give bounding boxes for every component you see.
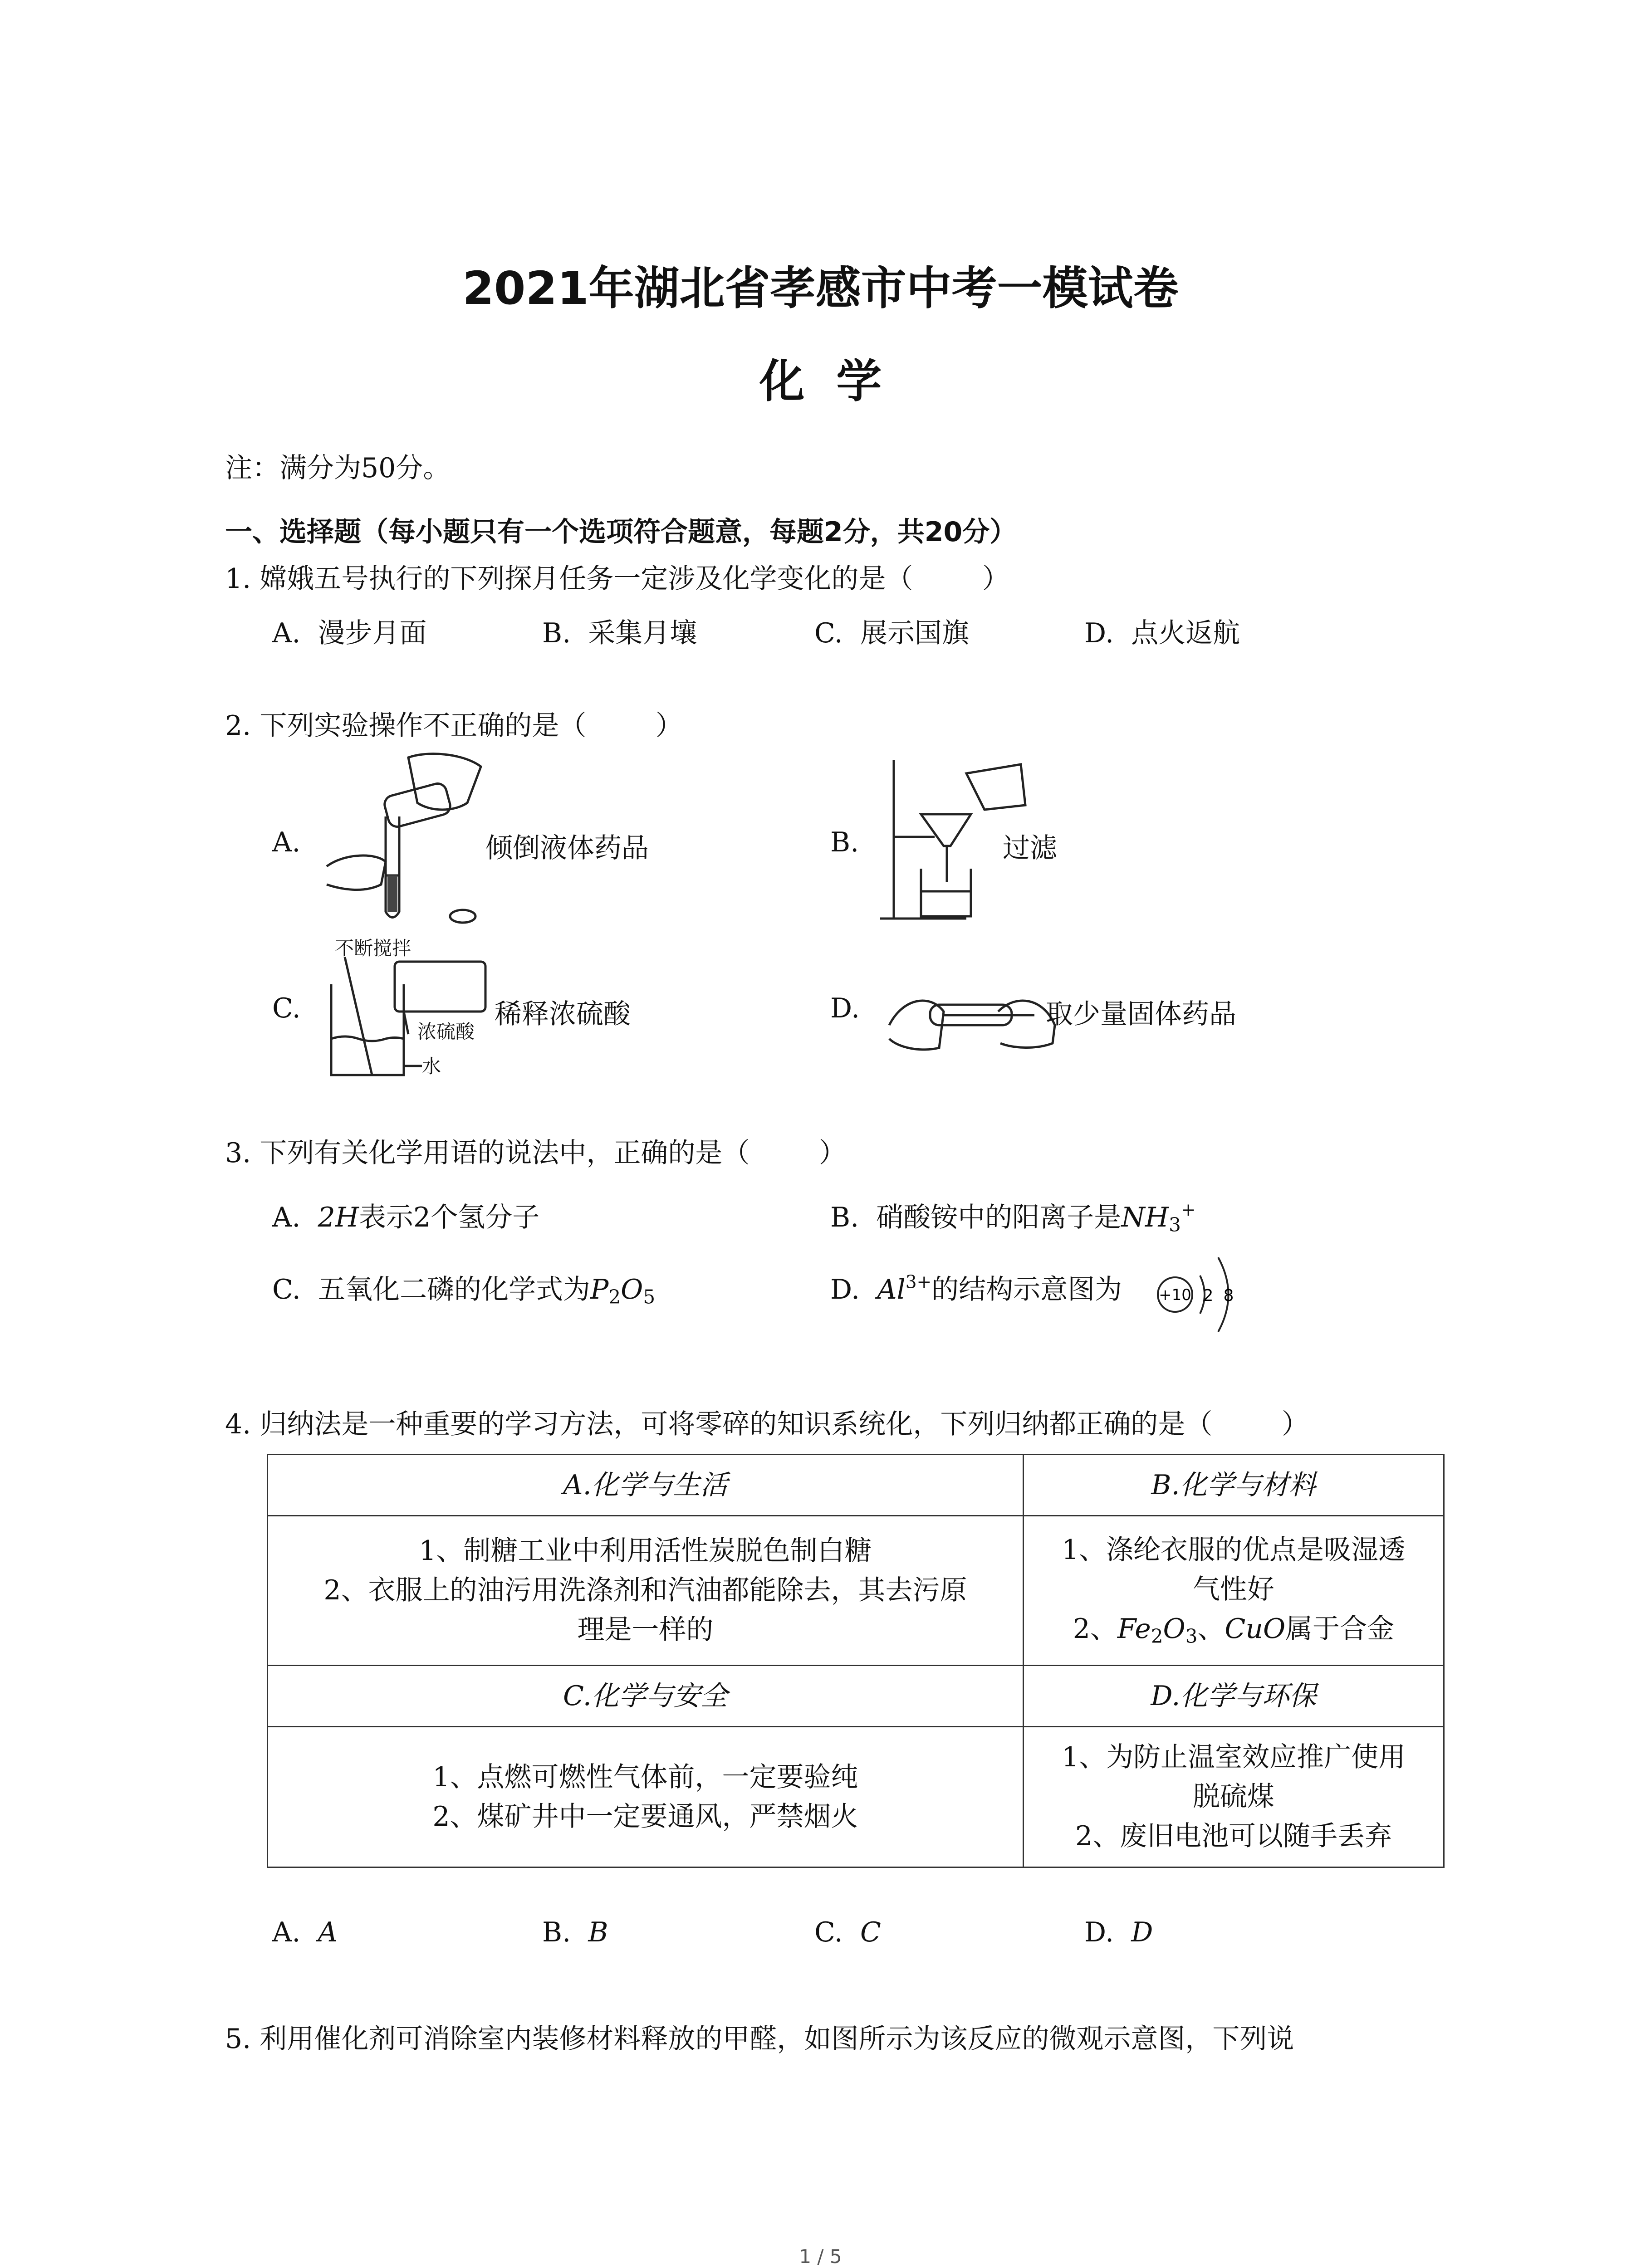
atom-structure-diagram (1155, 1248, 1245, 1344)
q3-option-b (830, 1196, 1196, 1236)
q1-stem: 1. 嫦娥五号执行的下列探月任务一定涉及化学变化的是（ ） (225, 563, 1009, 595)
page-number: 1 / 5 (799, 2245, 842, 2268)
q3-a-text: 表示2个氢分子 (359, 1202, 540, 1233)
solid-sampling-illustration (885, 971, 1057, 1057)
table-head-d (1023, 1666, 1444, 1727)
q2-option-b-label: 过滤 (1003, 832, 1057, 864)
subject-title: 化 学 (759, 355, 882, 408)
q1-option-c: C. 展示国旗 (814, 617, 969, 649)
q3-c-sub2: 5 (643, 1286, 656, 1308)
q4-option-a-value: A (318, 1916, 338, 1948)
q3-c-f2: O (621, 1274, 643, 1305)
table-c-line-2: 2、煤矿井中一定要通风，严禁烟火 (432, 1800, 858, 1833)
table-head-a (268, 1455, 1024, 1516)
table-b-sep: 、 (1197, 1613, 1225, 1645)
q3-b-text: B. 硝酸铵中的阳离子是 (830, 1202, 1122, 1233)
q2-option-d-label: 取少量固体药品 (1046, 998, 1236, 1030)
q4-stem: 4. 归纳法是一种重要的学习方法，可将零碎的知识系统化，下列归纳都正确的是（ ） (225, 1408, 1309, 1440)
table-cell-a (268, 1516, 1024, 1666)
table-head-b (1023, 1455, 1444, 1516)
q3-c-f1: P (590, 1274, 609, 1305)
table-d-line-1: 1、为防止温室效应推广使用 (1061, 1741, 1406, 1773)
q1-option-b: B. 采集月壤 (542, 617, 697, 649)
table-cell-b (1023, 1516, 1444, 1666)
q3-option-a (272, 1196, 539, 1235)
table-b-o-sub: 3 (1185, 1625, 1198, 1647)
q3-c-sub1: 2 (608, 1286, 621, 1308)
table-a-line-2: 2、衣服上的油污用洗涤剂和汽油都能除去，其去污原 (323, 1574, 967, 1606)
table-d-line-2: 脱硫煤 (1192, 1781, 1274, 1813)
q2-c-fig-stir: 不断搅拌 (335, 937, 411, 959)
table-head-a-text: A.化学与生活 (563, 1469, 728, 1501)
q3-b-sup: + (1181, 1200, 1196, 1221)
table-b-o: O (1163, 1613, 1185, 1645)
table-head-b-text: B.化学与材料 (1151, 1469, 1316, 1501)
q1-option-a: A. 漫步月面 (272, 617, 427, 649)
table-b-fe: Fe (1117, 1613, 1151, 1645)
atom-nucleus-charge: +10 (1159, 1286, 1191, 1304)
q2-option-c-letter: C. (272, 992, 301, 1024)
table-cell-c (268, 1727, 1024, 1867)
q2-option-c-label: 稀释浓硫酸 (495, 998, 631, 1030)
q2-option-b-letter: B. (830, 826, 859, 858)
q3-d-formula: Al (877, 1274, 906, 1305)
table-b-line3-suffix: 属于合金 (1285, 1613, 1395, 1645)
table-c-line-1: 1、点燃可燃性气体前，一定要验纯 (432, 1761, 858, 1793)
q3-option-d (830, 1268, 1122, 1307)
q2-c-fig-acid: 浓硫酸 (417, 1021, 475, 1043)
q3-option-c (272, 1268, 655, 1308)
q4-option-a (272, 1916, 338, 1948)
table-b-cuo: CuO (1225, 1613, 1286, 1645)
table-b-line3-prefix: 2、 (1073, 1613, 1117, 1645)
q3-b-sub: 3 (1169, 1213, 1181, 1236)
q4-option-c-letter: C. (814, 1916, 843, 1948)
table-b-line-1: 1、涤纶衣服的优点是吸湿透 (1061, 1534, 1406, 1566)
q4-option-d-letter: D. (1084, 1916, 1114, 1948)
q4-option-c (814, 1916, 881, 1948)
table-head-d-text: D.化学与环保 (1151, 1680, 1317, 1712)
q3-a-prefix: A. (272, 1202, 318, 1233)
q4-option-c-value: C (860, 1916, 881, 1948)
table-b-line-2: 气性好 (1192, 1574, 1274, 1606)
pouring-liquid-illustration (318, 748, 490, 930)
table-d-line-3: 2、废旧电池可以随手丢弃 (1075, 1820, 1392, 1852)
q5-stem: 5. 利用催化剂可消除室内装修材料释放的甲醛，如图所示为该反应的微观示意图，下列说 (225, 2023, 1294, 2055)
table-head-c (268, 1666, 1024, 1727)
atom-shell-1: 2 (1203, 1286, 1214, 1305)
section-heading: 一、选择题（每小题只有一个选项符合题意，每题2分，共20分） (225, 516, 1017, 548)
q2-option-d-letter: D. (830, 992, 860, 1024)
atom-shell-2: 8 (1223, 1286, 1234, 1305)
table-head-c-text: C.化学与安全 (563, 1680, 728, 1712)
q1-option-d: D. 点火返航 (1084, 617, 1240, 649)
q3-b-formula: NH (1121, 1202, 1169, 1233)
q2-option-a-label: 倾倒液体药品 (485, 832, 649, 864)
table-cell-d (1023, 1727, 1444, 1867)
table-a-line-1: 1、制糖工业中利用活性炭脱色制白糖 (419, 1535, 872, 1567)
q4-option-b-letter: B. (542, 1916, 571, 1948)
table-a-line-3: 理是一样的 (577, 1614, 714, 1646)
q4-option-d (1084, 1916, 1153, 1948)
table-b-fe-sub: 2 (1151, 1625, 1163, 1647)
table-b-line-3 (1033, 1609, 1434, 1650)
q4-summary-table (267, 1454, 1445, 1868)
q3-d-text: 的结构示意图为 (931, 1274, 1122, 1305)
q3-a-formula: 2H (318, 1202, 359, 1233)
q2-option-a-letter: A. (272, 826, 301, 858)
score-note: 注：满分为50分。 (225, 452, 451, 484)
q4-option-b-value: B (588, 1916, 608, 1948)
q3-d-sup: 3+ (905, 1272, 932, 1293)
exam-title: 2021年湖北省孝感市中考一模试卷 (462, 262, 1179, 315)
q4-option-d-value: D (1131, 1916, 1153, 1948)
q4-option-a-letter: A. (272, 1916, 301, 1948)
q4-option-b (542, 1916, 608, 1948)
q3-stem: 3. 下列有关化学用语的说法中，正确的是（ ） (225, 1137, 846, 1169)
q2-c-fig-water: 水 (422, 1055, 441, 1077)
q2-stem: 2. 下列实验操作不正确的是（ ） (225, 710, 683, 742)
q3-c-text: C. 五氧化二磷的化学式为 (272, 1274, 590, 1305)
q3-d-prefix: D. (830, 1274, 877, 1305)
